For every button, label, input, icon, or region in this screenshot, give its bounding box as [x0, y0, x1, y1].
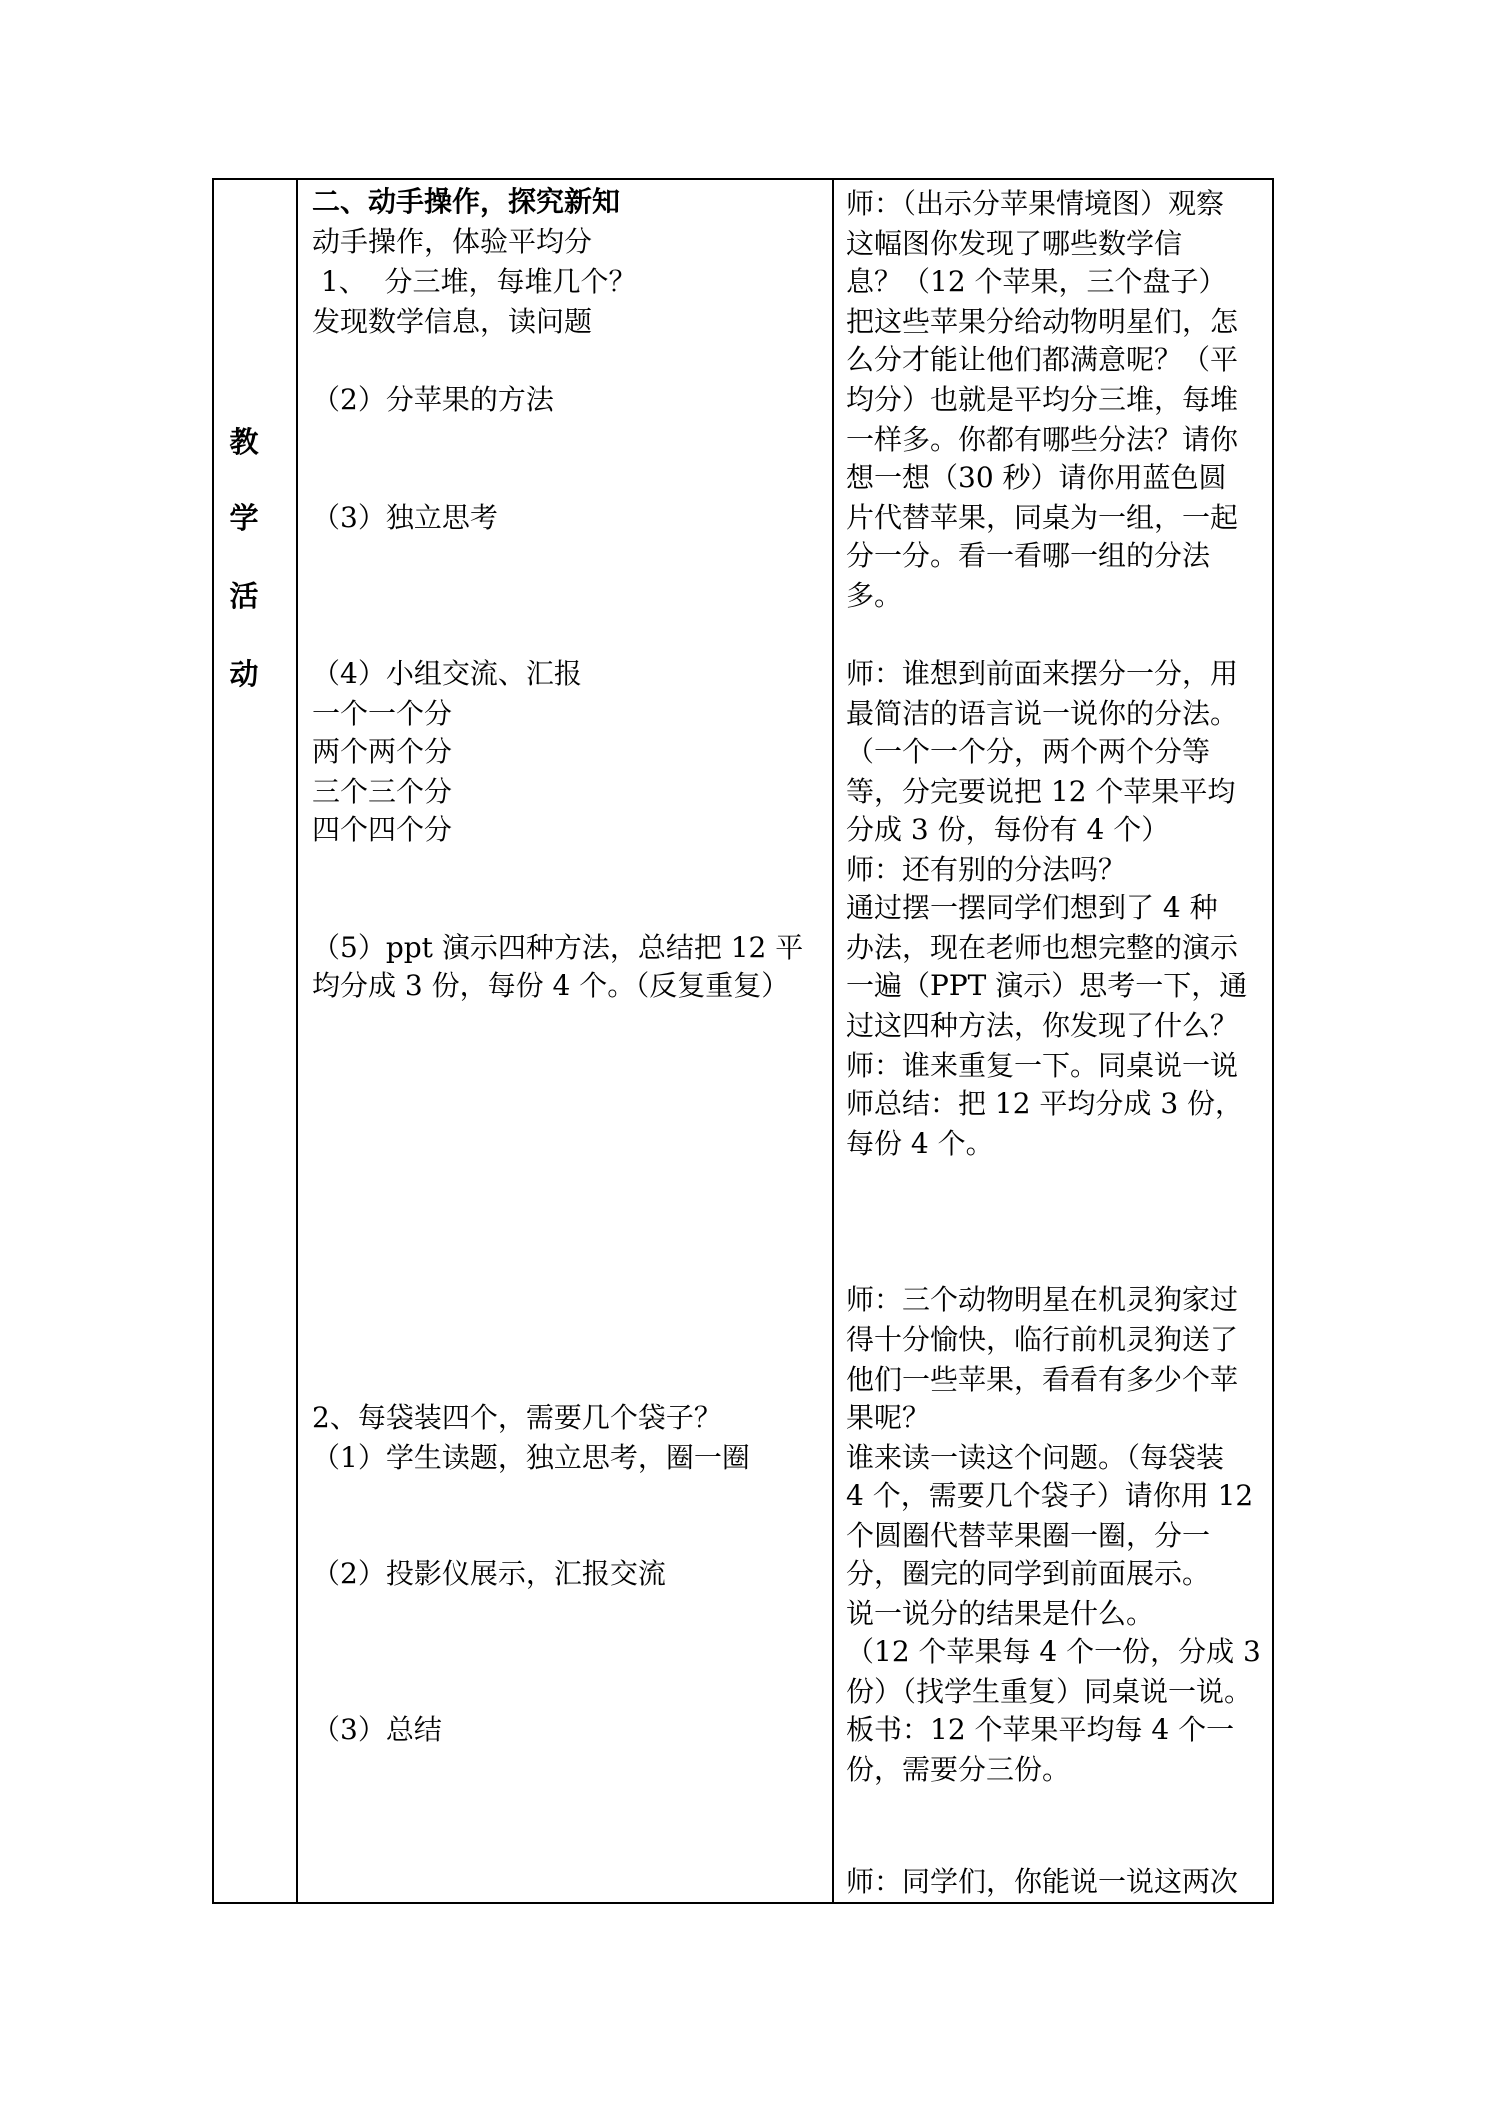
right-line: 师：谁想到前面来摆分一分，用 [846, 657, 1239, 690]
left-line: 动手操作，体验平均分 [312, 225, 593, 258]
right-line: 通过摆一摆同学们想到了 4 种 [846, 891, 1218, 924]
side-label-char-1: 教 [229, 425, 259, 459]
right-line: （一个一个分，两个两个分等 [846, 735, 1211, 768]
right-line: 想一想（30 秒）请你用蓝色圆 [846, 461, 1227, 494]
right-line: 师：谁来重复一下。同桌说一说 [846, 1049, 1239, 1082]
left-line: 发现数学信息，读问题 [312, 305, 593, 338]
right-line: 果呢？ [846, 1401, 931, 1434]
right-line: 他们一些苹果，看看有多少个苹 [846, 1363, 1239, 1396]
column-divider-2 [832, 178, 834, 1904]
left-line: （2）投影仪展示，汇报交流 [312, 1557, 666, 1590]
left-line: （4）小组交流、汇报 [312, 657, 582, 690]
right-line: 谁来读一读这个问题。（每袋装 [846, 1441, 1225, 1474]
left-line: 四个四个分 [312, 813, 453, 846]
table-bottom-border [212, 1902, 1274, 1904]
right-line: 等，分完要说把 12 个苹果平均 [846, 775, 1236, 808]
right-line: 师：同学们，你能说一说这两次 [846, 1865, 1239, 1898]
right-line: 过这四种方法，你发现了什么？ [846, 1009, 1239, 1042]
right-line: 息？（12 个苹果，三个盘子） [846, 265, 1227, 298]
right-line: 个圆圈代替苹果圈一圈，分一 [846, 1519, 1211, 1552]
left-line: 两个两个分 [312, 735, 453, 768]
left-line: （1）学生读题，独立思考，圈一圈 [312, 1441, 750, 1474]
left-line: 均分成 3 份，每份 4 个。（反复重复） [312, 969, 790, 1002]
column-divider-1 [296, 178, 298, 1904]
right-line: 办法，现在老师也想完整的演示 [846, 931, 1239, 964]
left-line: （2）分苹果的方法 [312, 383, 554, 416]
right-line: 分，圈完的同学到前面展示。 [846, 1557, 1211, 1590]
right-line: 师：还有别的分法吗？ [846, 853, 1127, 886]
left-line: （5）ppt 演示四种方法，总结把 12 平 [312, 931, 804, 964]
right-line: 说一说分的结果是什么。 [846, 1597, 1155, 1630]
right-line: （12 个苹果每 4 个一份，分成 3 [846, 1635, 1261, 1668]
right-line: 么分才能让他们都满意呢？（平 [846, 343, 1239, 376]
right-line: 片代替苹果，同桌为一组，一起 [846, 501, 1239, 534]
section-heading: 二、动手操作，探究新知 [312, 185, 621, 218]
right-line: 分一分。看一看哪一组的分法 [846, 539, 1211, 572]
right-line: 把这些苹果分给动物明星们，怎 [846, 305, 1239, 338]
right-line: 这幅图你发现了哪些数学信 [846, 227, 1183, 260]
right-line: 多。 [846, 579, 903, 612]
right-line: 一样多。你都有哪些分法？请你 [846, 423, 1239, 456]
side-label-char-4: 动 [229, 657, 259, 691]
right-line: 均分）也就是平均分三堆，每堆 [846, 383, 1239, 416]
right-line: 师总结：把 12 平均分成 3 份， [846, 1087, 1244, 1120]
table-left-border [212, 178, 214, 1904]
right-line: 分成 3 份，每份有 4 个） [846, 813, 1170, 846]
right-line: 得十分愉快，临行前机灵狗送了 [846, 1323, 1239, 1356]
left-line: （3）总结 [312, 1713, 442, 1746]
right-line: 最简洁的语言说一说你的分法。 [846, 697, 1239, 730]
left-line: 三个三个分 [312, 775, 453, 808]
side-label-char-3: 活 [229, 579, 259, 613]
left-line: 2、每袋装四个，需要几个袋子？ [312, 1401, 722, 1434]
left-line: 一个一个分 [312, 697, 453, 730]
table-top-border [212, 178, 1274, 180]
right-line: 一遍（PPT 演示）思考一下，通 [846, 969, 1248, 1002]
right-line: 份，需要分三份。 [846, 1753, 1071, 1786]
right-line: 4 个，需要几个袋子）请你用 12 [846, 1479, 1254, 1512]
right-line: 份）（找学生重复）同桌说一说。 [846, 1675, 1253, 1708]
table-right-border [1272, 178, 1274, 1904]
right-line: 师：（出示分苹果情境图）观察 [846, 187, 1225, 220]
left-line: 1、 分三堆，每堆几个？ [312, 265, 637, 298]
left-line: （3）独立思考 [312, 501, 498, 534]
right-line: 师：三个动物明星在机灵狗家过 [846, 1283, 1239, 1316]
right-line: 板书：12 个苹果平均每 4 个一 [846, 1713, 1235, 1746]
right-line: 每份 4 个。 [846, 1127, 994, 1160]
side-label-char-2: 学 [229, 501, 259, 535]
